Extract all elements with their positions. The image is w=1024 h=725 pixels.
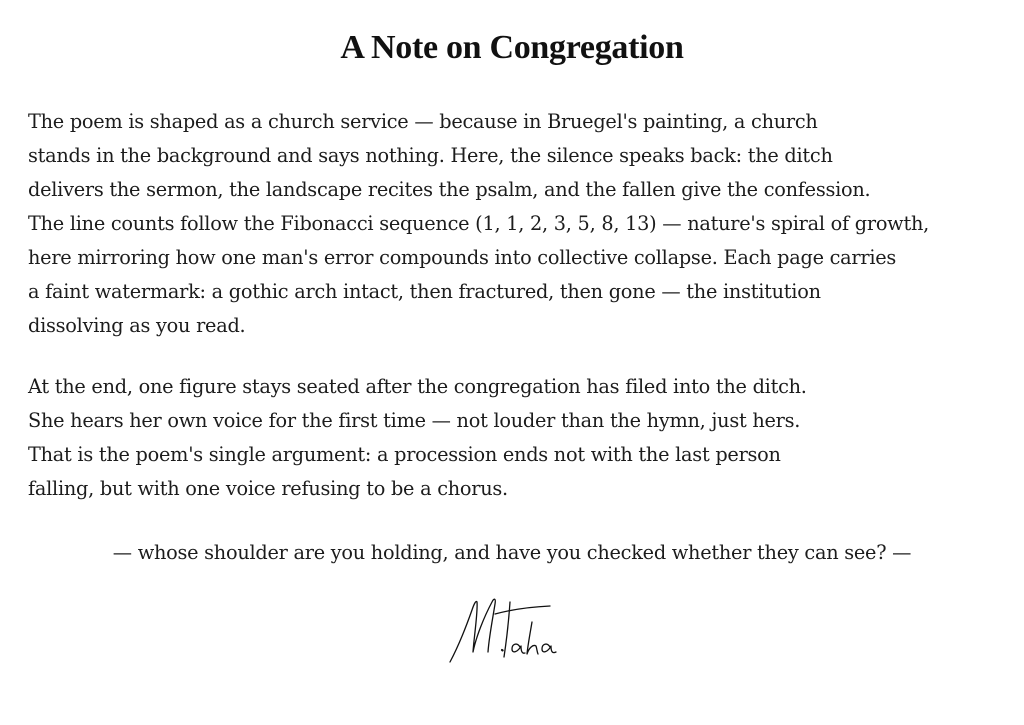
paragraph-line: falling, but with one voice refusing to be a chorus. [28,477,508,500]
paragraph-line: stands in the background and says nothing. Here, the silence speaks back: the ditch [28,144,833,167]
page-title: A Note on Congregation [340,29,684,66]
paragraph-line: dissolving as you read. [28,314,246,337]
paragraph-line: The line counts follow the Fibonacci sequence (1, 1, 2, 3, 5, 8, 13) — nature's spiral of growth, [28,212,929,235]
paragraph-line: here mirroring how one man's error compounds into collective collapse. Each page carries [28,246,897,269]
paragraph-line: At the end, one figure stays seated after the congregation has filed into the ditch. [28,375,807,398]
paragraph-line: She hears her own voice for the first time — not louder than the hymn, just hers. [28,409,801,432]
paragraph-2 [28,370,807,506]
closing-question: — whose shoulder are you holding, and have you checked whether they can see? — [112,541,912,564]
paragraph-line: That is the poem's single argument: a procession ends not with the last person [28,443,781,466]
paragraph-line: The poem is shaped as a church service — because in Bruegel's painting, a church [28,110,818,133]
paragraph-line: delivers the sermon, the landscape recites the psalm, and the fallen give the confession. [28,178,871,201]
paragraph-1 [28,105,929,343]
paragraph-line: a faint watermark: a gothic arch intact, then fractured, then gone — the institution [28,280,821,303]
handwritten-signature [440,592,590,672]
